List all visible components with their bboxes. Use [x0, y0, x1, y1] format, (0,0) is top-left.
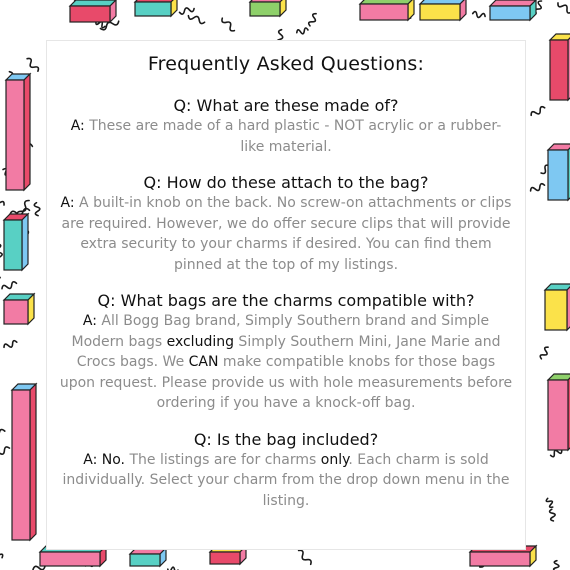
squiggle-shape [551, 450, 562, 457]
iso-block-shape [70, 0, 116, 22]
iso-block-shape [360, 0, 414, 20]
answer-text: All Bogg Bag brand, Simply Southern brand and Simple Modern bags [71, 313, 490, 350]
squiggle-shape [558, 3, 570, 13]
squiggle-shape [27, 58, 38, 71]
squiggle-shape [550, 509, 556, 521]
squiggle-shape [2, 282, 17, 289]
faq-answer [47, 116, 525, 157]
faq-item [47, 95, 525, 157]
answer-label: A: [60, 195, 75, 211]
iso-block-shape [6, 74, 30, 190]
answer-text: These are made of a hard plastic - NOT acrylic or a rubber-like material. [84, 118, 502, 155]
iso-block-shape [550, 34, 570, 100]
faq-card [46, 40, 526, 550]
squiggle-shape [309, 14, 316, 26]
faq-answer [47, 311, 525, 414]
faq-title: Frequently Asked Questions: [147, 53, 425, 75]
squiggle-shape [540, 347, 548, 359]
answer-text: A built-in knob on the back. No screw-on attachments or clips are required. However, we do offer secure clips that will provide extra security to your charms if desired. You can find them pinned at the top of my listings. [61, 195, 512, 273]
iso-block-shape [548, 144, 570, 200]
faq-item [47, 429, 525, 512]
squiggle-shape [4, 341, 17, 348]
faq-question: Q: What are these made of? [173, 96, 399, 115]
answer-emphasis: CAN [188, 354, 219, 370]
squiggle-shape [554, 561, 559, 570]
answer-emphasis: No. [97, 451, 126, 468]
iso-block-shape [135, 0, 177, 16]
squiggle-shape [0, 429, 5, 436]
iso-block-shape [4, 294, 34, 324]
iso-block-shape [4, 214, 28, 270]
answer-label: A: [83, 451, 98, 468]
iso-block-shape [548, 374, 570, 450]
faq-list [47, 95, 525, 511]
answer-text: . Each charm is sold individually. Select your charm from the drop down menu in the listing. [62, 451, 510, 509]
iso-block-shape [130, 548, 166, 566]
faq-question: Q: What bags are the charms compatible with? [97, 291, 475, 310]
answer-text: Simply Southern Mini, Jane Marie and Crocs bags. We [76, 333, 501, 370]
squiggle-shape [0, 197, 4, 206]
answer-label: A: [70, 118, 85, 134]
faq-answer [47, 450, 525, 512]
squiggle-shape [0, 447, 10, 456]
answer-emphasis: only [320, 451, 349, 468]
iso-block-shape [490, 0, 536, 20]
squiggle-shape [188, 16, 204, 24]
answer-text: The listings are for charms [125, 451, 321, 468]
squiggle-shape [0, 548, 3, 557]
squiggle-shape [180, 8, 195, 14]
squiggle-shape [546, 498, 552, 507]
iso-block-shape [545, 284, 570, 330]
faq-question: Q: How do these attach to the bag? [143, 173, 429, 192]
squiggle-shape [531, 184, 545, 191]
iso-block-shape [420, 0, 466, 20]
faq-answer [47, 193, 525, 275]
squiggle-shape [34, 203, 40, 216]
answer-emphasis: excluding [166, 333, 234, 350]
faq-item [47, 290, 525, 414]
squiggle-shape [299, 550, 311, 564]
squiggle-shape [531, 107, 545, 116]
iso-block-shape [12, 384, 36, 540]
squiggle-shape [222, 18, 234, 31]
faq-question: Q: Is the bag included? [193, 429, 379, 449]
squiggle-shape [0, 244, 2, 257]
squiggle-shape [473, 12, 485, 18]
iso-block-shape [250, 0, 286, 16]
squiggle-shape [297, 28, 308, 34]
faq-item [47, 172, 525, 275]
answer-text: make compatible knobs for those bags upon request. Please provide us with hole measurements before ordering if you have a knock-off bag. [59, 354, 513, 411]
answer-label: A: [82, 313, 97, 329]
